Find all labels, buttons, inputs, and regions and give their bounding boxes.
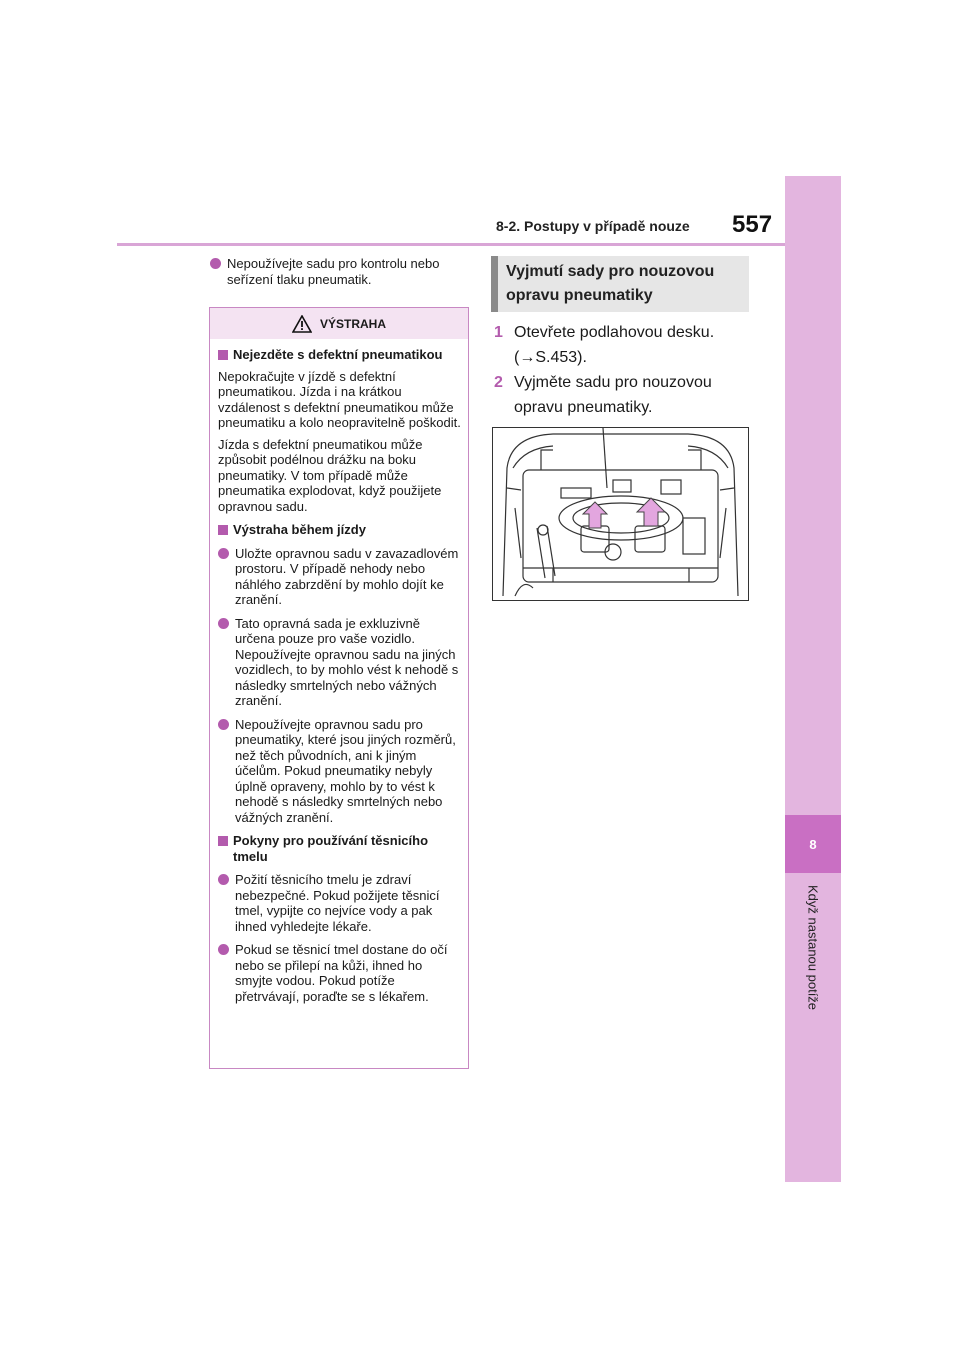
chapter-title-vertical: Když nastanou potíže <box>805 885 821 1011</box>
warning-item: Uložte opravnou sadu v zavazadlovém prostoru. V případě nehody nebo náhlého zabrzdění by mohlo dojít ke zranění. <box>218 546 462 608</box>
warning-body <box>210 339 468 1004</box>
chapter-side-tab <box>785 176 841 1182</box>
page-number: 557 <box>732 211 773 238</box>
bullet-dot-icon <box>218 874 229 885</box>
bullet-dot-icon <box>218 944 229 955</box>
header-rule <box>117 243 785 246</box>
warning-triangle-icon <box>292 315 312 333</box>
step-number: 1 <box>494 324 503 341</box>
bullet-dot-icon <box>218 719 229 730</box>
warning-item: Nepoužívejte opravnou sadu pro pneumatiky, které jsou jiných rozměrů, než těch původních, ani k jiným účelům. Pokud pneumatiky nebyly úplně opraveny, mohlo by to vést k nehodě s následky smrtelných nebo vážných zranění. <box>218 717 462 826</box>
warning-heading: Výstraha během jízdy <box>218 522 462 538</box>
bullet-dot-icon <box>218 548 229 559</box>
warning-title: VÝSTRAHA <box>319 316 386 331</box>
trunk-drawing <box>493 428 748 600</box>
bullet-square-icon <box>218 836 228 846</box>
chapter-number-tab: 8 <box>785 815 841 873</box>
header-section: 8-2. Postupy v případě nouze <box>496 218 690 234</box>
intro-note <box>210 256 468 288</box>
arrow-up-icon <box>637 498 665 526</box>
step-2 <box>494 370 749 420</box>
step-text: Vyjměte sadu pro nouzovou opravu pneumatiky. <box>514 374 712 416</box>
warning-heading: Nejezděte s defektní pneumatikou <box>218 347 462 363</box>
warning-paragraph: Jízda s defektní pneumatikou může způsobit podélnou drážku na boku pneumatiky. V tom případě může pneumatika explodovat, když použijete opravnou sadu. <box>218 436 442 514</box>
bullet-dot-icon <box>210 258 221 269</box>
page-reference: (→S.453). <box>514 349 587 366</box>
step-number: 2 <box>494 374 503 391</box>
warning-heading: Pokyny pro používání těsnicího tmelu <box>218 833 462 864</box>
step-text: Otevřete podlahovou desku. <box>514 324 715 341</box>
bullet-square-icon <box>218 525 228 535</box>
warning-header <box>210 308 468 339</box>
warning-paragraph: Nepokračujte v jízdě s defektní pneumatikou. Jízda i na krátkou vzdálenost s defektní pneumatikou může pneumatiku a kolo neopravitelně poškodit. <box>218 368 461 430</box>
trunk-illustration <box>492 427 749 601</box>
bullet-dot-icon <box>218 618 229 629</box>
intro-text: Nepoužívejte sadu pro kontrolu nebo seřízení tlaku pneumatik. <box>227 256 440 287</box>
warning-item: Pokud se těsnicí tmel dostane do očí nebo se přilepí na kůži, ihned ho smyjte vodou. Pokud potíže přetrvávají, poraďte se s lékařem. <box>218 942 462 1004</box>
warning-box <box>209 307 469 1069</box>
bullet-square-icon <box>218 350 228 360</box>
warning-item: Požití těsnicího tmelu je zdraví nebezpečné. Pokud požijete těsnicí tmel, vypijte co nejvíce vody a pak ihned vyhledejte lékaře. <box>218 872 462 934</box>
arrow-up-icon <box>583 502 607 528</box>
step-1 <box>494 320 749 370</box>
section-title: Vyjmutí sady pro nouzovou opravu pneumatiky <box>491 256 749 312</box>
warning-item: Tato opravná sada je exkluzivně určena pouze pro vaše vozidlo. Nepoužívejte opravnou sadu na jiných vozidlech, to by mohlo vést k nehodě s následky smrtelných nebo vážných zranění. <box>218 616 462 709</box>
